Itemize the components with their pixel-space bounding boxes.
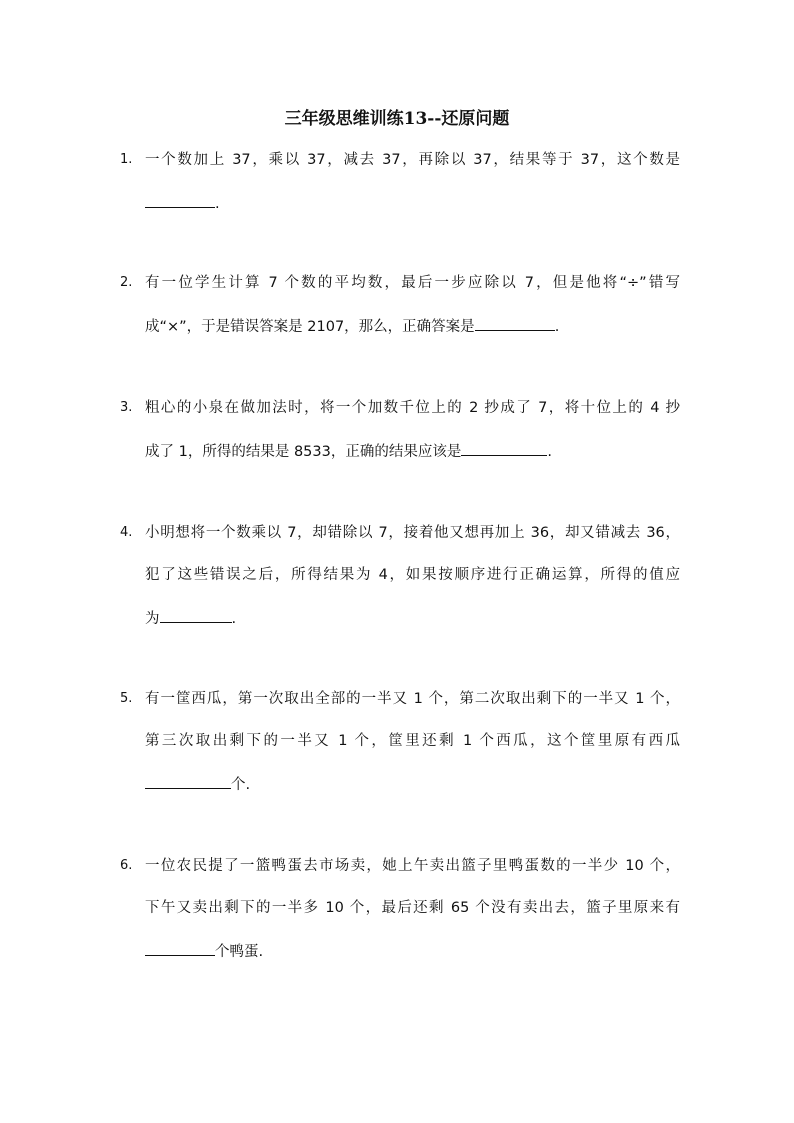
question-text-line: 下午又卖出剩下的一半多 10 个，最后还剩 65 个没有卖出去，篮子里原来有 bbox=[145, 900, 680, 916]
answer-suffix: 个. bbox=[231, 777, 251, 793]
question-text-line: 第三次取出剩下的一半又 1 个，筐里还剩 1 个西瓜，这个筐里原有西瓜 bbox=[145, 733, 680, 749]
answer-suffix: 个鸭蛋. bbox=[215, 944, 264, 960]
answer-line bbox=[145, 440, 680, 462]
question-text-line: 犯了这些错误之后，所得结果为 4，如果按顺序进行正确运算，所得的值应 bbox=[145, 567, 680, 583]
question-text-line: 粗心的小泉在做加法时，将一个加数千位上的 2 抄成了 7，将十位上的 4 抄 bbox=[145, 400, 680, 416]
question-number: 4. bbox=[120, 525, 133, 540]
answer-blank[interactable] bbox=[461, 440, 547, 456]
question-text-line: 一位农民提了一篮鸭蛋去市场卖，她上午卖出篮子里鸭蛋数的一半少 10 个， bbox=[145, 858, 680, 874]
question-number: 6. bbox=[120, 858, 133, 873]
answer-prefix: 为 bbox=[145, 611, 160, 627]
answer-suffix: . bbox=[554, 319, 560, 335]
answer-blank[interactable] bbox=[145, 940, 215, 956]
answer-line bbox=[145, 192, 680, 214]
question-text-line: 一个数加上 37，乘以 37，减去 37，再除以 37，结果等于 37，这个数是 bbox=[145, 152, 680, 168]
answer-line bbox=[145, 607, 680, 629]
answer-suffix: . bbox=[547, 444, 552, 460]
question-text-line: 有一位学生计算 7 个数的平均数，最后一步应除以 7，但是他将“÷”错写 bbox=[145, 275, 680, 291]
question-number: 5. bbox=[120, 691, 133, 706]
answer-suffix: . bbox=[215, 196, 220, 212]
answer-prefix: 成了 1，所得的结果是 8533，正确的结果应该是 bbox=[145, 444, 462, 460]
question-text-line: 有一筐西瓜，第一次取出全部的一半又 1 个，第二次取出剩下的一半又 1 个， bbox=[145, 691, 680, 707]
answer-line bbox=[145, 773, 680, 795]
question-text-line: 小明想将一个数乘以 7，却错除以 7，接着他又想再加上 36，却又错减去 36， bbox=[145, 525, 680, 541]
answer-blank[interactable] bbox=[145, 773, 231, 789]
question-number: 3. bbox=[120, 400, 133, 415]
answer-blank[interactable] bbox=[145, 192, 215, 208]
answer-blank[interactable] bbox=[475, 315, 555, 331]
page-title: 三年级思维训练13--还原问题 bbox=[284, 109, 510, 129]
answer-suffix: . bbox=[231, 611, 237, 627]
answer-line bbox=[145, 940, 680, 962]
question-number: 1. bbox=[120, 152, 133, 167]
answer-line bbox=[145, 315, 680, 337]
answer-blank[interactable] bbox=[160, 607, 232, 623]
answer-prefix: 成“×”，于是错误答案是 2107，那么，正确答案是 bbox=[145, 319, 475, 335]
question-number: 2. bbox=[120, 275, 133, 290]
